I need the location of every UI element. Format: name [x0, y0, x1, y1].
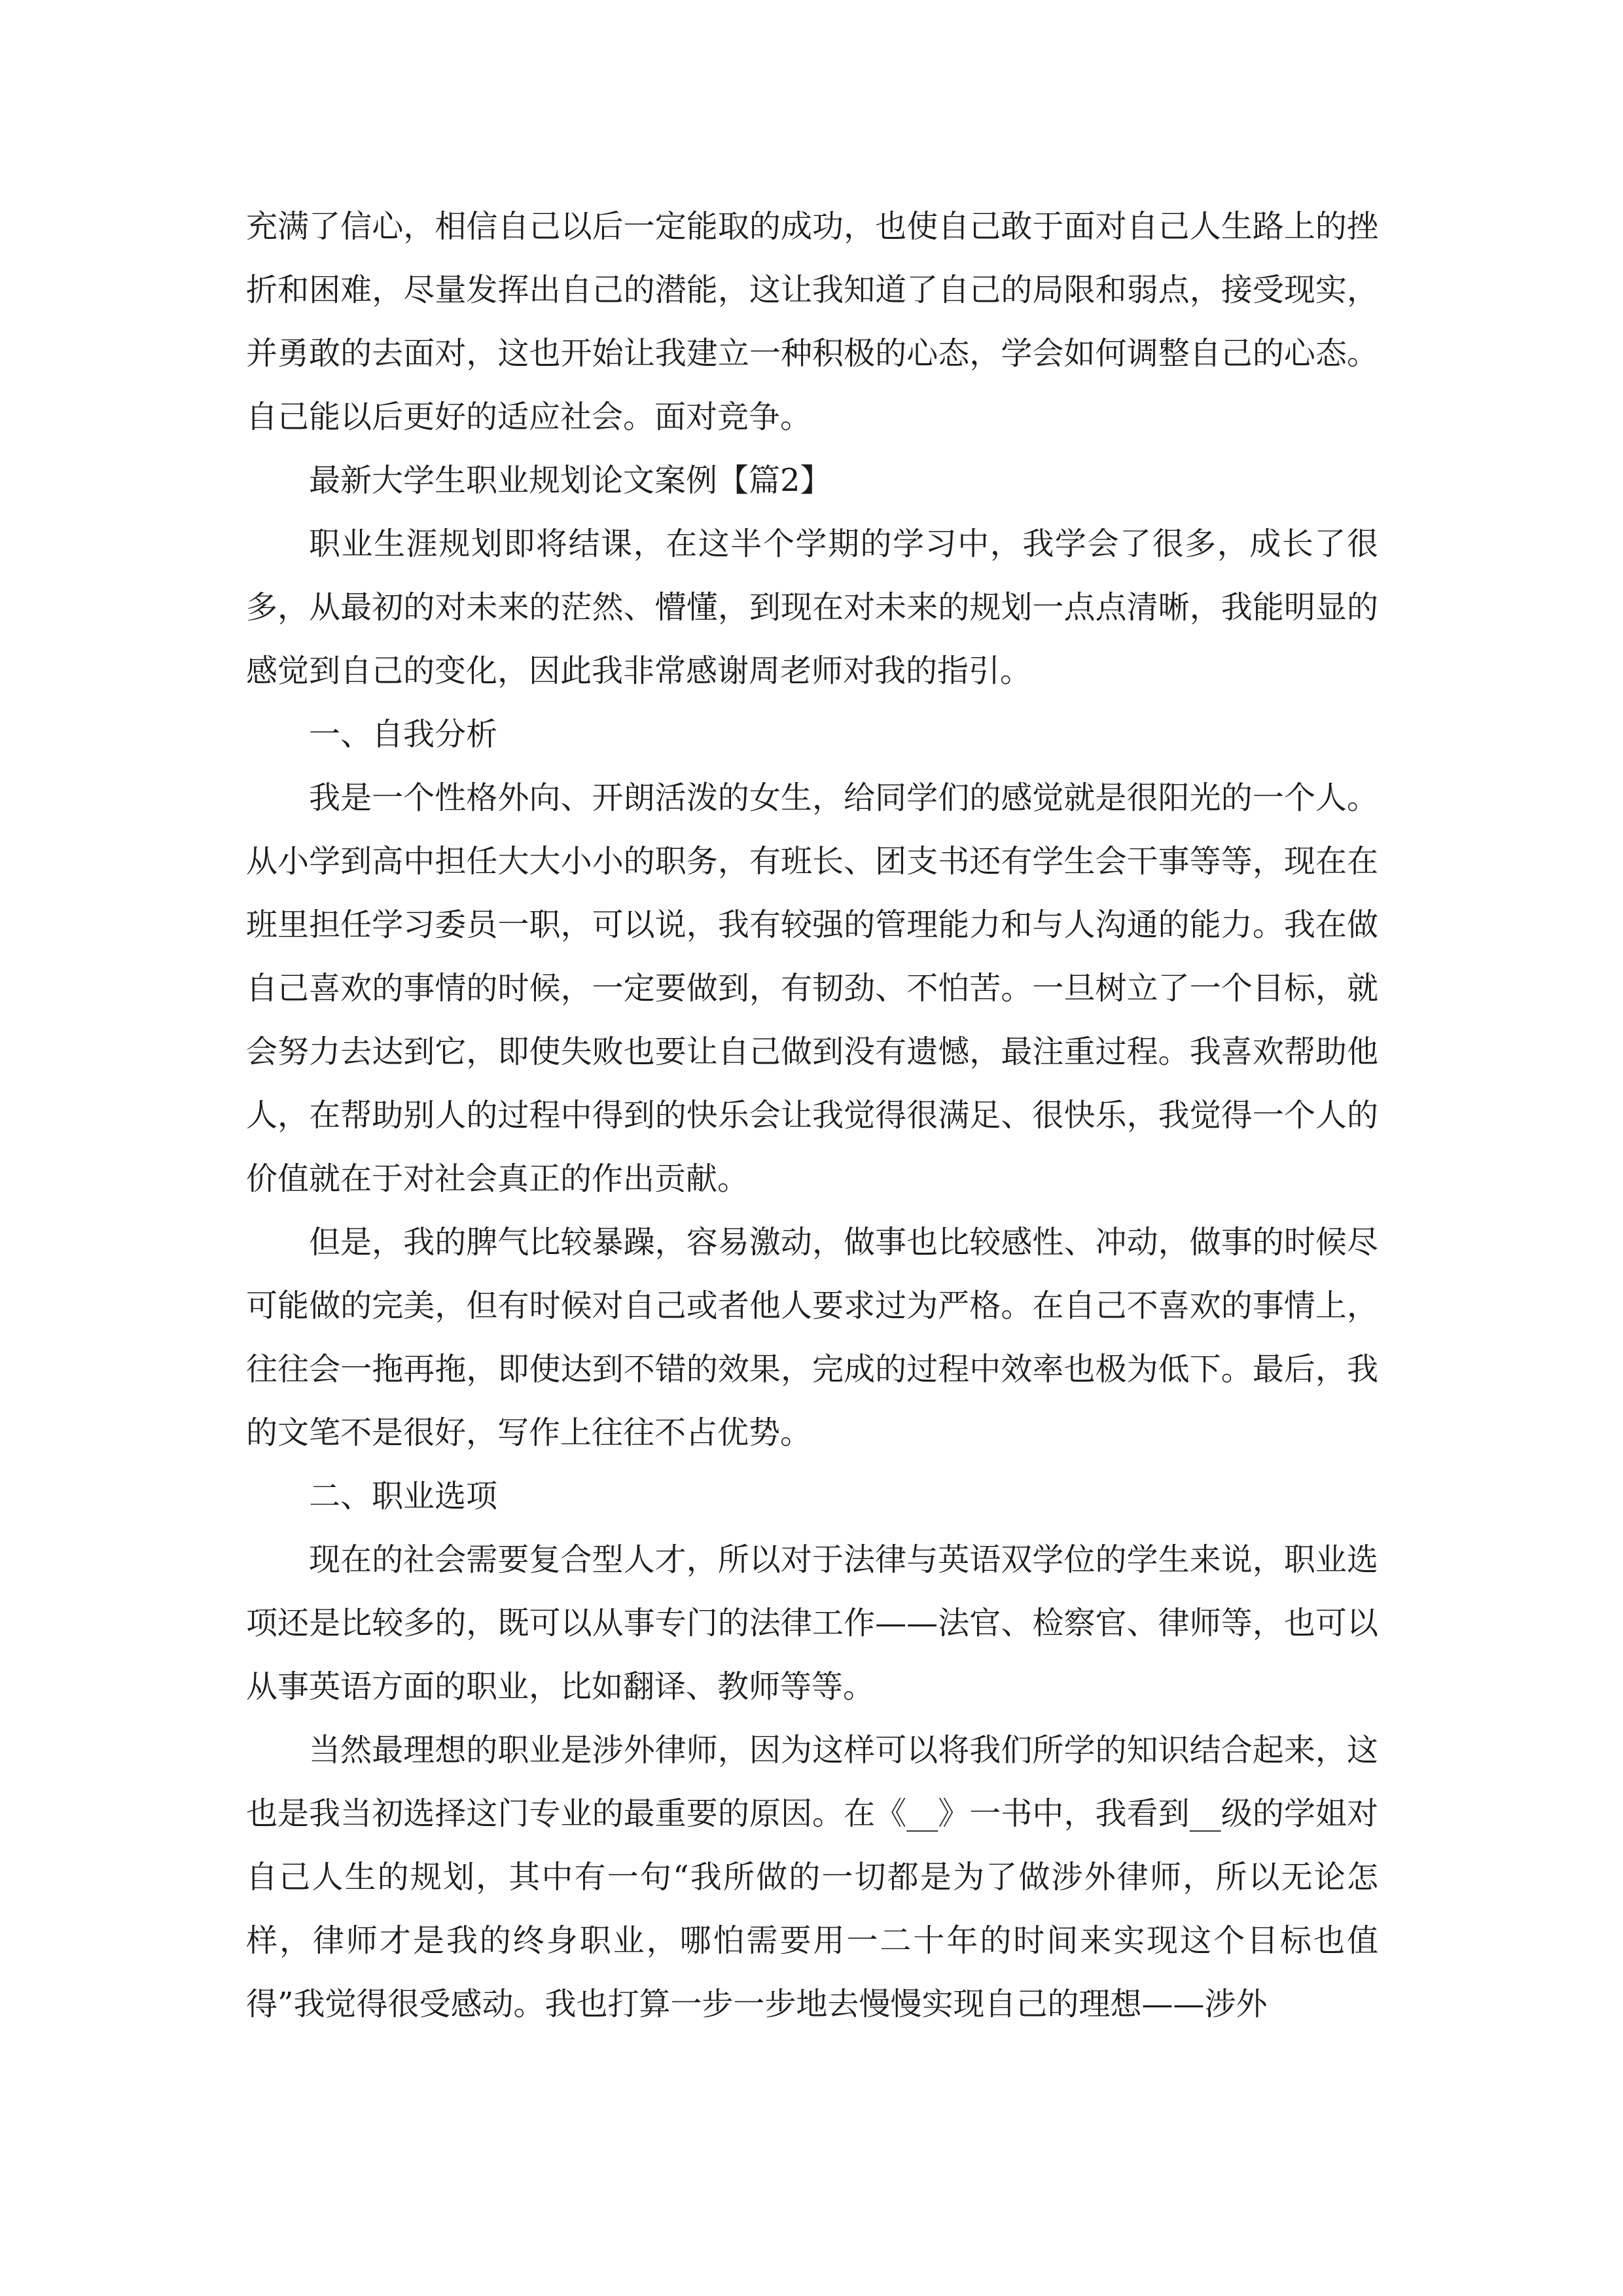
paragraph-career-options: 现在的社会需要复合型人才，所以对于法律与英语双学位的学生来说，职业选项还是比较多的，既可以从事专门的法律工作——法官、检察官、律师等，也可以从事英语方面的职业，比如翻译、教师等等。: [246, 1541, 1378, 1705]
paragraph-continuation: 充满了信心，相信自己以后一定能取的成功，也使自己敢于面对自己人生路上的挫折和困难，尽量发挥出自己的潜能，这让我知道了自己的局限和弱点，接受现实，并勇敢的去面对，这也开始让我建立一种积极的心态，学会如何调整自己的心态。自己能以后更好的适应社会。面对竞争。: [246, 208, 1378, 435]
article-heading: 最新大学生职业规划论文案例【篇2】: [309, 462, 832, 499]
paragraph-strengths: 我是一个性格外向、开朗活泼的女生，给同学们的感觉就是很阳光的一个人。从小学到高中担任大大小小的职务，有班长、团支书还有学生会干事等等，现在在班里担任学习委员一职，可以说，我有较强的管理能力和与人沟通的能力。我在做自己喜欢的事情的时候，一定要做到，有韧劲、不怕苦。一旦树立了一个目标，就会努力去达到它，即使失败也要让自己做到没有遗憾，最注重过程。我喜欢帮助他人，在帮助别人的过程中得到的快乐会让我觉得很满足、很快乐，我觉得一个人的价值就在于对社会真正的作出贡献。: [246, 780, 1378, 1197]
section-heading-self-analysis: 一、自我分析: [309, 716, 498, 753]
paragraph-ideal-career: 当然最理想的职业是涉外律师，因为这样可以将我们所学的知识结合起来，这也是我当初选择这门专业的最重要的原因。在《__》一书中，我看到__级的学姐对自己人生的规划，其中有一句“我所做的一切都是为了做涉外律师，所以无论怎样，律师才是我的终身职业，哪怕需要用一二十年的时间来实现这个目标也值得”我觉得很受感动。我也打算一步一步地去慢慢实现自己的理想——涉外: [246, 1732, 1378, 2022]
section-heading-career-options: 二、职业选项: [309, 1478, 498, 1515]
paragraph-weaknesses: 但是，我的脾气比较暴躁，容易激动，做事也比较感性、冲动，做事的时候尽可能做的完美，但有时候对自己或者他人要求过为严格。在自己不喜欢的事情上，往往会一拖再拖，即使达到不错的效果，完成的过程中效率也极为低下。最后，我的文笔不是很好，写作上往往不占优势。: [246, 1224, 1378, 1451]
paragraph-intro: 职业生涯规划即将结课，在这半个学期的学习中，我学会了很多，成长了很多，从最初的对未来的茫然、懵懂，到现在对未来的规划一点点清晰，我能明显的感觉到自己的变化，因此我非常感谢周老师对我的指引。: [246, 526, 1378, 689]
document-body: [246, 195, 1378, 2036]
